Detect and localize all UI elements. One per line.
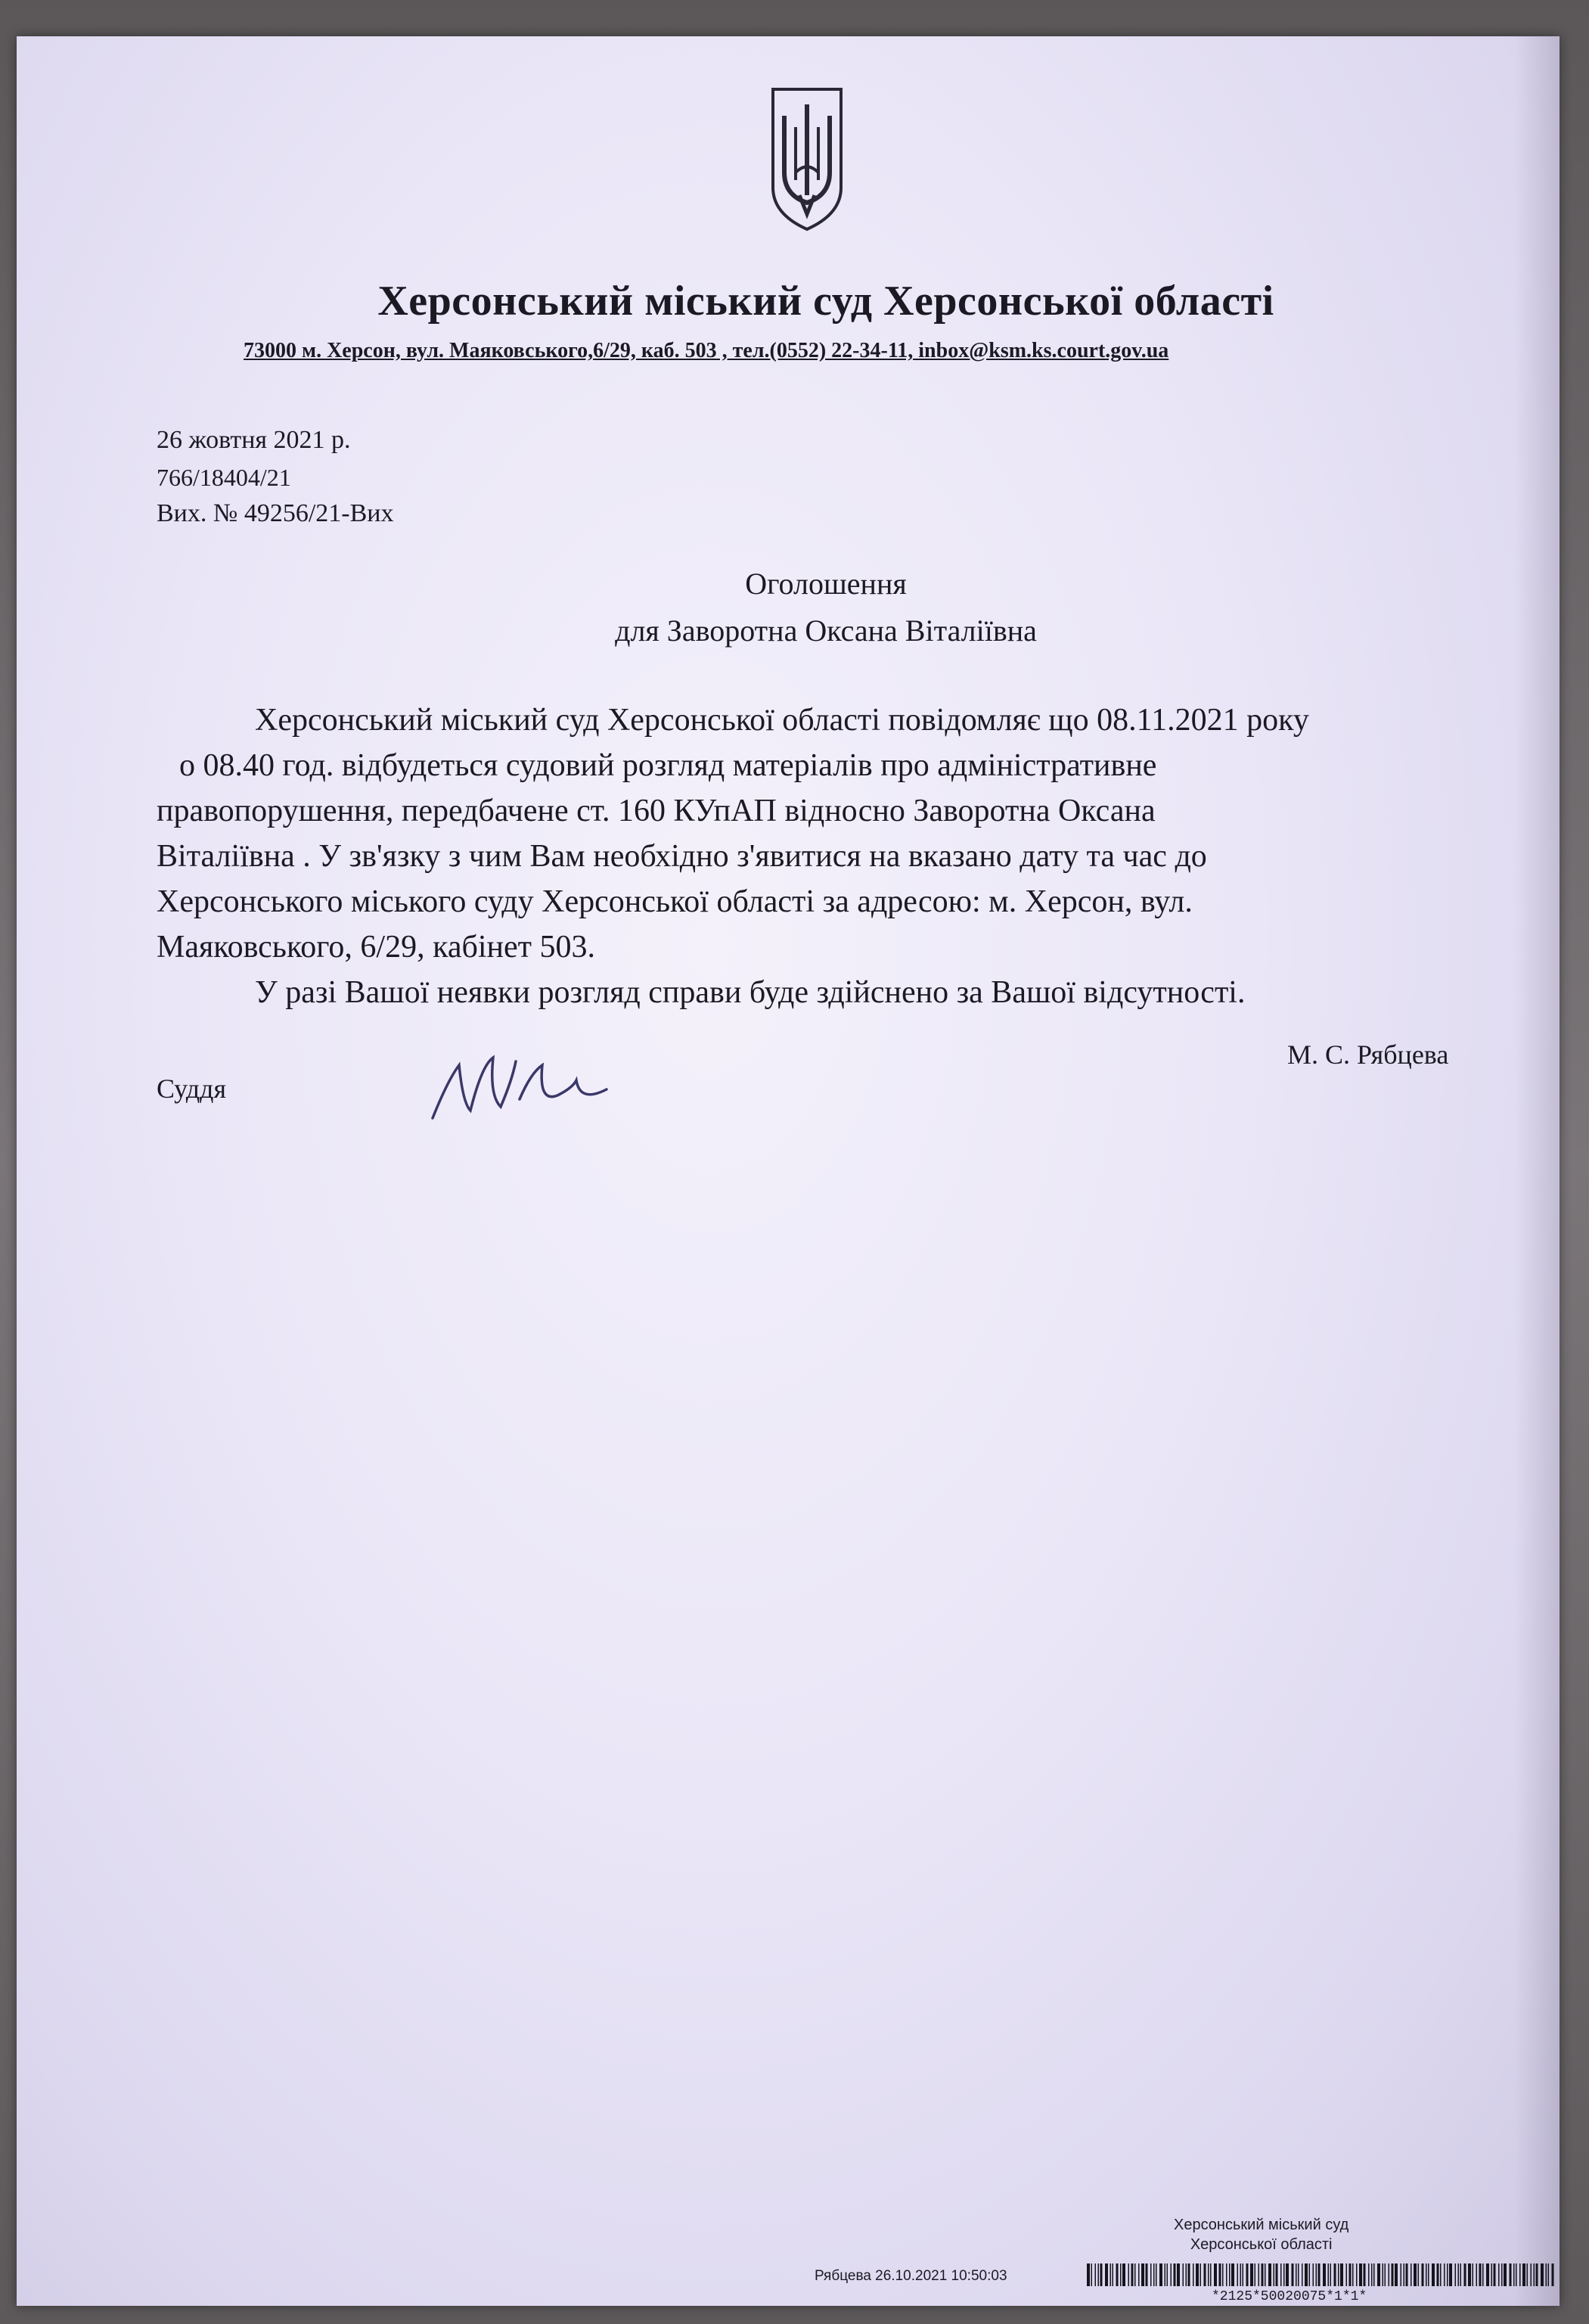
barcode-bar bbox=[1328, 2263, 1330, 2286]
barcode-bar bbox=[1334, 2263, 1336, 2286]
barcode-bar bbox=[1330, 2263, 1332, 2286]
barcode-icon bbox=[1087, 2263, 1556, 2286]
barcode-bar bbox=[1309, 2263, 1311, 2286]
outgoing-number: Вих. № 49256/21-Вих bbox=[157, 499, 394, 527]
barcode-bar bbox=[1128, 2263, 1130, 2286]
barcode-bar bbox=[1479, 2263, 1482, 2286]
barcode-bar bbox=[1188, 2263, 1190, 2286]
barcode-bar bbox=[1494, 2263, 1496, 2286]
barcode-bar bbox=[1468, 2263, 1471, 2286]
barcode-bar bbox=[1476, 2263, 1478, 2286]
barcode-bar bbox=[1534, 2263, 1535, 2286]
barcode-bar bbox=[1548, 2263, 1550, 2286]
barcode-bar bbox=[1522, 2263, 1525, 2286]
barcode-caption: Рябцева 26.10.2021 10:50:03 bbox=[815, 2268, 1007, 2284]
barcode-bar bbox=[1265, 2263, 1266, 2286]
barcode-bar bbox=[1131, 2263, 1134, 2286]
barcode-bar bbox=[1250, 2263, 1253, 2286]
body-line: Херсонський міський суд Херсонської області повідомляє що 08.11.2021 року bbox=[255, 703, 1309, 738]
barcode-bar bbox=[1383, 2263, 1384, 2286]
barcode-bar bbox=[1373, 2263, 1375, 2286]
handwritten-signature bbox=[425, 1035, 622, 1133]
barcode-bar bbox=[1280, 2263, 1282, 2286]
barcode-bar bbox=[1501, 2263, 1503, 2286]
barcode-bar bbox=[1196, 2263, 1199, 2286]
barcode-bar bbox=[1167, 2263, 1168, 2286]
barcode-bar bbox=[1404, 2263, 1405, 2286]
barcode-bar bbox=[1426, 2263, 1427, 2286]
document-date: 26 жовтня 2021 р. bbox=[157, 426, 351, 454]
body-line: У разі Вашої неявки розгляд справи буде здійснено за Вашої відсутності. bbox=[255, 975, 1246, 1010]
barcode-bar bbox=[1095, 2263, 1097, 2286]
barcode-bar bbox=[1208, 2263, 1209, 2286]
barcode-bar bbox=[1349, 2263, 1352, 2286]
barcode-bar bbox=[1171, 2263, 1172, 2286]
judge-name: М. С. Рябцева bbox=[1287, 1039, 1449, 1070]
barcode-bar bbox=[1156, 2263, 1157, 2286]
barcode-bar bbox=[1305, 2263, 1308, 2286]
barcode-bar bbox=[1113, 2263, 1114, 2286]
body-line: правопорушення, передбачене ст. 160 КУпАП відносно Заворотна Оксана bbox=[157, 794, 1156, 828]
barcode-bar bbox=[1219, 2263, 1221, 2286]
barcode-bar bbox=[1411, 2263, 1412, 2286]
barcode-bar bbox=[1165, 2263, 1166, 2286]
barcode-bar bbox=[1486, 2263, 1489, 2286]
trident-icon bbox=[765, 82, 849, 233]
barcode-bar bbox=[1527, 2263, 1528, 2286]
barcode-bar bbox=[1091, 2263, 1093, 2286]
barcode-bar bbox=[1318, 2263, 1321, 2286]
barcode-bar bbox=[1200, 2263, 1202, 2286]
court-stamp bbox=[1174, 2215, 1348, 2254]
barcode-bar bbox=[1255, 2263, 1256, 2286]
barcode-bar bbox=[1246, 2263, 1249, 2286]
barcode-bar bbox=[1122, 2263, 1125, 2286]
barcode-bar bbox=[1340, 2263, 1343, 2286]
case-number: 766/18404/21 bbox=[157, 464, 291, 491]
barcode-bar bbox=[1177, 2263, 1180, 2286]
barcode-bar bbox=[1210, 2263, 1212, 2286]
barcode-bar bbox=[1444, 2263, 1445, 2286]
barcode-bar bbox=[1296, 2263, 1297, 2286]
barcode-bar bbox=[1243, 2263, 1244, 2286]
barcode-bar bbox=[1516, 2263, 1517, 2286]
barcode-bar bbox=[1193, 2263, 1194, 2286]
stamp-line: Херсонської області bbox=[1190, 2236, 1333, 2253]
body-line: о 08.40 год. відбудеться судовий розгляд матеріалів про адміністративне bbox=[179, 748, 1157, 783]
barcode-bar bbox=[1313, 2263, 1314, 2286]
barcode-bar bbox=[1392, 2263, 1394, 2286]
barcode-bar bbox=[1110, 2263, 1112, 2286]
barcode-bar bbox=[1371, 2263, 1373, 2286]
barcode-bar bbox=[1286, 2263, 1289, 2286]
barcode-bar bbox=[1447, 2263, 1448, 2286]
barcode-bar bbox=[1368, 2263, 1370, 2286]
barcode-bar bbox=[1449, 2263, 1452, 2286]
notice-title: Оголошення bbox=[745, 567, 907, 601]
barcode-bar bbox=[1504, 2263, 1507, 2286]
barcode-bar bbox=[1356, 2263, 1358, 2286]
barcode-bar bbox=[1323, 2263, 1326, 2286]
barcode-bar bbox=[1120, 2263, 1122, 2286]
barcode-bar bbox=[1418, 2263, 1420, 2286]
barcode-bar bbox=[1552, 2263, 1554, 2286]
barcode-bar bbox=[1401, 2263, 1402, 2286]
stamp-line: Херсонський міський суд bbox=[1174, 2217, 1349, 2233]
barcode-bar bbox=[1432, 2263, 1435, 2286]
barcode-bar bbox=[1222, 2263, 1224, 2286]
barcode-bar bbox=[1237, 2263, 1239, 2286]
barcode-bar bbox=[1546, 2263, 1547, 2286]
barcode-bar bbox=[1498, 2263, 1500, 2286]
barcode-bar bbox=[1258, 2263, 1260, 2286]
barcode-bar bbox=[1098, 2263, 1100, 2286]
barcode-bar bbox=[1276, 2263, 1278, 2286]
barcode-bar bbox=[1146, 2263, 1148, 2286]
barcode-number: *2125*50020075*1*1* bbox=[1212, 2289, 1367, 2304]
barcode-bar bbox=[1519, 2263, 1521, 2286]
barcode-bar bbox=[1262, 2263, 1264, 2286]
barcode-bar bbox=[1150, 2263, 1152, 2286]
barcode-bar bbox=[1338, 2263, 1339, 2286]
barcode-bar bbox=[1536, 2263, 1538, 2286]
barcode-bar bbox=[1159, 2263, 1162, 2286]
barcode-bar bbox=[1183, 2263, 1184, 2286]
barcode-bar bbox=[1087, 2263, 1090, 2286]
barcode-bar bbox=[1513, 2263, 1515, 2286]
barcode-bar bbox=[1240, 2263, 1242, 2286]
body-line: Віталіївна . У зв'язку з чим Вам необхідно з'явитися на вказано дату та час до bbox=[157, 839, 1207, 874]
barcode-bar bbox=[1395, 2263, 1398, 2286]
body-line: Херсонського міського суду Херсонської області за адресою: м. Херсон, вул. bbox=[157, 884, 1193, 919]
court-address: 73000 м. Херсон, вул. Маяковського,6/29, каб. 503 , тел.(0552) 22-34-11, inbox@ksm.ks.court.gov.ua bbox=[244, 339, 1169, 362]
court-title: Херсонський міський суд Херсонської області bbox=[377, 278, 1274, 325]
barcode-bar bbox=[1214, 2263, 1217, 2286]
barcode-bar bbox=[1482, 2263, 1484, 2286]
barcode-bar bbox=[1134, 2263, 1136, 2286]
barcode-bar bbox=[1186, 2263, 1187, 2286]
barcode-bar bbox=[1531, 2263, 1532, 2286]
judge-label: Суддя bbox=[157, 1073, 227, 1104]
barcode-bar bbox=[1385, 2263, 1386, 2286]
barcode-bar bbox=[1458, 2263, 1460, 2286]
barcode-bar bbox=[1116, 2263, 1119, 2286]
barcode-bar bbox=[1406, 2263, 1408, 2286]
barcode-bar bbox=[1346, 2263, 1348, 2286]
barcode-bar bbox=[1364, 2263, 1366, 2286]
barcode-bar bbox=[1274, 2263, 1275, 2286]
barcode-bar bbox=[1283, 2263, 1285, 2286]
barcode-bar bbox=[1422, 2263, 1424, 2286]
barcode-bar bbox=[1174, 2263, 1176, 2286]
barcode-bar bbox=[1455, 2263, 1457, 2286]
barcode-row bbox=[796, 2262, 1560, 2292]
barcode-bar bbox=[1268, 2263, 1271, 2286]
barcode-bar bbox=[1153, 2263, 1155, 2286]
barcode-bar bbox=[1316, 2263, 1317, 2286]
barcode-bar bbox=[1229, 2263, 1231, 2286]
barcode-bar bbox=[1428, 2263, 1429, 2286]
barcode-bar bbox=[1414, 2263, 1417, 2286]
barcode-bar bbox=[1298, 2263, 1299, 2286]
body-line: Маяковського, 6/29, кабінет 503. bbox=[157, 930, 596, 965]
document-page bbox=[17, 36, 1560, 2306]
barcode-bar bbox=[1541, 2263, 1544, 2286]
barcode-bar bbox=[1141, 2263, 1144, 2286]
barcode-bar bbox=[1138, 2263, 1140, 2286]
barcode-bar bbox=[1437, 2263, 1439, 2286]
barcode-bar bbox=[1226, 2263, 1227, 2286]
barcode-bar bbox=[1491, 2263, 1493, 2286]
barcode-bar bbox=[1377, 2263, 1380, 2286]
barcode-bar bbox=[1352, 2263, 1354, 2286]
barcode-bar bbox=[1302, 2263, 1303, 2286]
notice-recipient: для Заворотна Оксана Віталіївна bbox=[615, 614, 1037, 648]
barcode-bar bbox=[1231, 2263, 1234, 2286]
barcode-bar bbox=[1389, 2263, 1390, 2286]
barcode-bar bbox=[1510, 2263, 1512, 2286]
barcode-bar bbox=[1292, 2263, 1294, 2286]
barcode-bar bbox=[1460, 2263, 1462, 2286]
barcode-bar bbox=[1473, 2263, 1474, 2286]
barcode-bar bbox=[1100, 2263, 1103, 2286]
barcode-bar bbox=[1440, 2263, 1442, 2286]
barcode-bar bbox=[1464, 2263, 1466, 2286]
barcode-bar bbox=[1204, 2263, 1206, 2286]
barcode-bar bbox=[1105, 2263, 1108, 2286]
barcode-bar bbox=[1359, 2263, 1362, 2286]
page-shadow bbox=[1514, 36, 1560, 2306]
